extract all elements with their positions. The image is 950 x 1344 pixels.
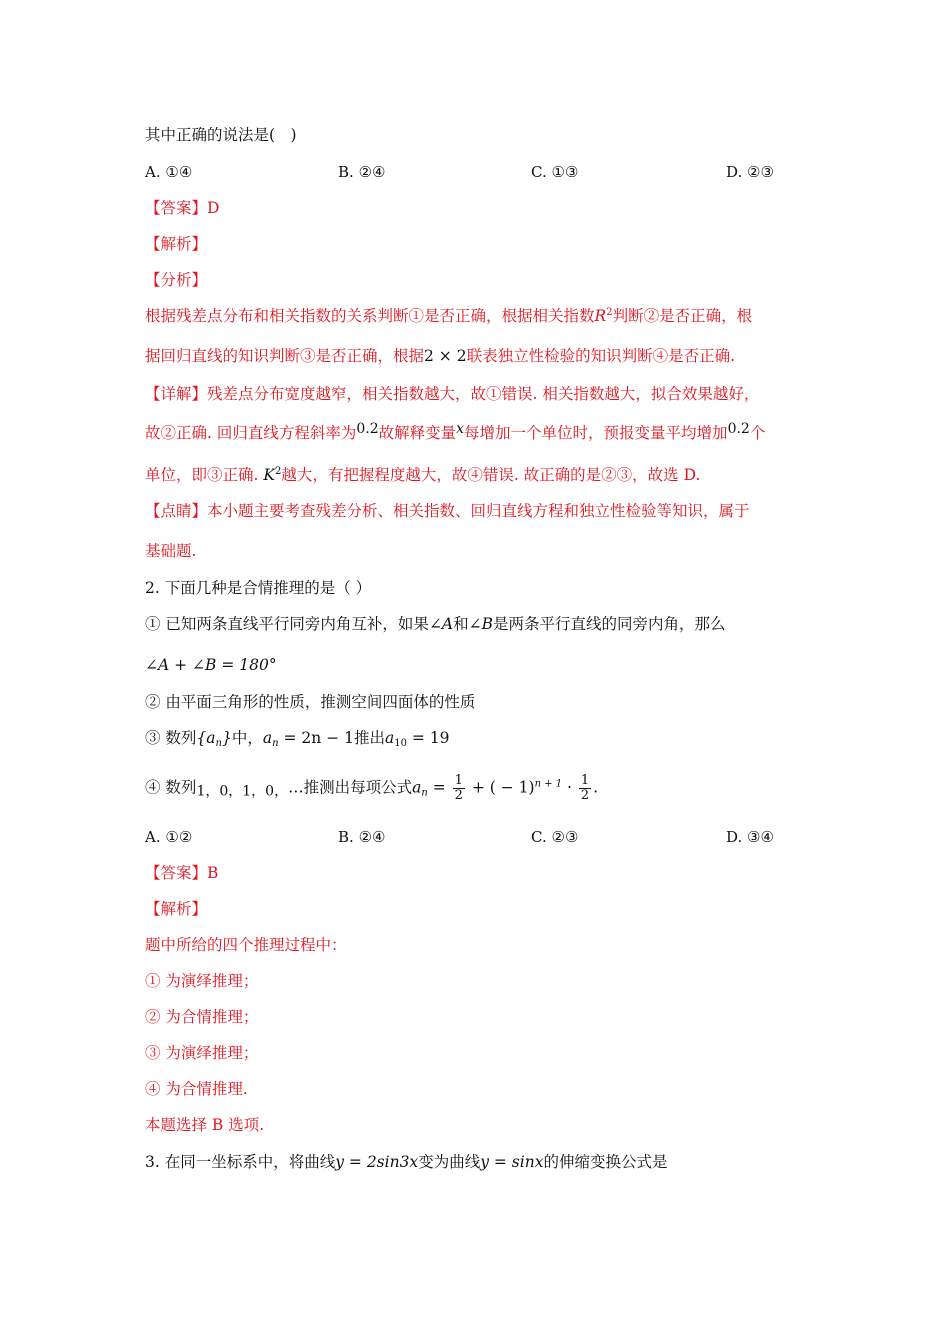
q1-xiangjie-line1: 【详解】残差点分布宽度越窄，相关指数越大，故①错误. 相关指数越大，拟合效果越好， [145, 385, 760, 403]
q2-explanation-2: ② 为合情推理； [145, 1008, 259, 1026]
q1-dianjing-line1: 【点睛】本小题主要考查残差分析、相关指数、回归直线方程和独立性检验等知识，属于 [145, 502, 750, 520]
q2-option-d: D. ③④ [726, 828, 774, 846]
q2-option-b: B. ②④ [338, 828, 386, 846]
q1-xiangjie-line3: 单位，即③正确. $K^2$越大，有把握程度越大，故④错误. 故正确的是②③，故选 D. [145, 466, 701, 484]
q2-explanation-0: 题中所给的四个推理过程中： [145, 936, 347, 954]
q1-option-a: A. ①④ [145, 163, 193, 181]
q2-item1-equation: ∠A + ∠B = 180° [145, 656, 277, 674]
q2-item1: ① 已知两条直线平行同旁内角互补，如果∠A和∠B是两条平行直线的同旁内角，那么 [145, 615, 726, 633]
fraction-half-2: $\frac{1}{2}$ [580, 773, 590, 803]
q1-fenxi-line2: 据回归直线的知识判断③是否正确，根据2 × 2联表独立性检验的知识判断④是否正确. [145, 347, 736, 365]
q2-item2: ② 由平面三角形的性质，推测空间四面体的性质 [145, 693, 476, 711]
q2-option-a: A. ①② [145, 828, 193, 846]
q1-dianjing-line2: 基础题. [145, 542, 197, 560]
q1-stem-tail: 其中正确的说法是( ) [145, 126, 297, 144]
q2-explanation-1: ① 为演绎推理； [145, 972, 259, 990]
q1-option-c: C. ①③ [531, 163, 579, 181]
fraction-half-1: $\frac{1}{2}$ [454, 773, 463, 803]
q2-item4: ④ 数列1，0，1，0，…推测出每项公式$a_n$ = $\frac{1}{2}$ + ( − 1)$^{n + 1}$ · $\frac{1}{2}$ . [145, 773, 599, 803]
q2-explanation-4: ④ 为合情推理. [145, 1080, 248, 1098]
q1-fenxi-line1: 根据残差点分布和相关指数的关系判断①是否正确，根据相关指数$R^2$判断②是否正确，根 [145, 307, 753, 325]
q2-explanation-3: ③ 为演绎推理； [145, 1044, 259, 1062]
q1-option-d: D. ②③ [726, 163, 774, 181]
q2-item3: ③ 数列$\{a_n\}$中，$a_n = 2n - 1$推出$a_{10} = 19$ [145, 729, 450, 749]
q1-option-b: B. ②④ [338, 163, 386, 181]
q1-answer: 【答案】D [145, 199, 220, 217]
q2-jiexi-tag: 【解析】 [145, 900, 208, 918]
q2-title: 2. 下面几种是合情推理的是（ ） [145, 579, 372, 597]
q1-xiangjie-line2: 故②正确. 回归直线方程斜率为$^{0.2}$故解释变量$^x$每增加一个单位时，预报变量平均增加$^{0.2}$个 [145, 421, 766, 442]
q2-option-c: C. ②③ [531, 828, 579, 846]
q2-explanation-5: 本题选择 B 选项. [145, 1116, 265, 1134]
q1-fenxi-tag: 【分析】 [145, 271, 208, 289]
q3-stem: 3. 在同一坐标系中，将曲线y = 2sin3x变为曲线y = sinx的伸缩变换公式是 [145, 1153, 668, 1171]
q1-jiexi-tag: 【解析】 [145, 235, 208, 253]
q2-answer: 【答案】B [145, 864, 219, 882]
